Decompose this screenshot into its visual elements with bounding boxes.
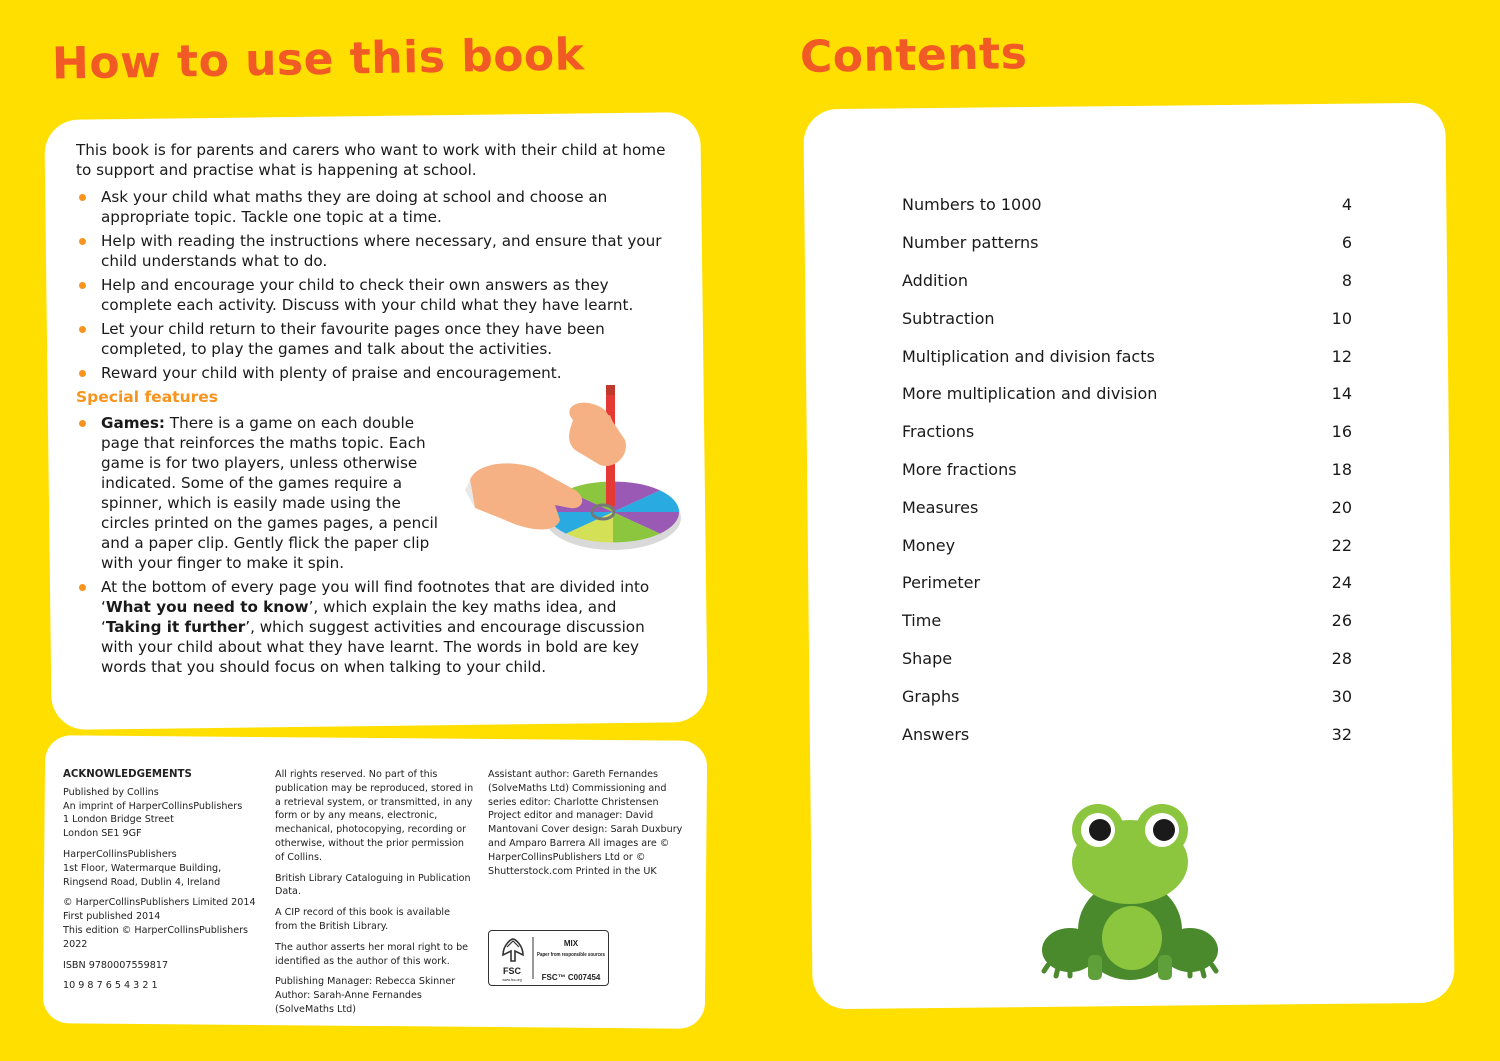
contents-item[interactable] [902,262,1352,300]
publisher-address: Published by Collins An imprint of HarperCollinsPublishers 1 London Bridge Street London SE1 9GF [63,786,243,840]
contents-item-label: Numbers to 1000 [902,195,1042,215]
contents-item-page: 14 [1331,384,1352,404]
contents-item-label: Addition [902,270,969,290]
contents-item-label: Number patterns [902,233,1039,253]
contents-item-label: Money [902,535,956,555]
dublin-address: HarperCollinsPublishers 1st Floor, Watermarque Building, Ringsend Road, Dublin 4, Ireland [63,848,222,888]
contents-item-label: Measures [902,497,979,517]
list-item: Let your child return to their favourite pages once they have been completed, to play the games and talk about the activities. [76,319,666,359]
contents-item-page: 32 [1331,724,1352,744]
contents-item-label: Graphs [902,686,960,706]
fsc-paper-from: Paper from responsible sources [537,952,605,958]
contents-item[interactable] [902,564,1352,602]
moral-rights-notice: The author asserts her moral right to be identified as the author of this work. [275,941,469,967]
contents-item-page: 28 [1331,648,1352,668]
isbn: ISBN 9780007559817 [63,959,169,971]
contents-item[interactable] [902,526,1352,564]
contents-item[interactable] [902,602,1352,640]
contents-item[interactable] [902,299,1352,337]
bullet-dot-icon [79,370,86,377]
games-label: Games: [101,414,165,432]
contents-item[interactable] [902,677,1352,715]
publishing-credits: Publishing Manager: Rebecca Skinner Author: Sarah-Anne Fernandes (SolveMaths Ltd) [275,976,456,1015]
contents-item-label: Multiplication and division facts [902,346,1155,366]
fsc-url: www.fsc.org [502,978,522,982]
fsc-logo-text: FSC [503,966,521,976]
contents-item[interactable] [902,337,1352,375]
contents-item-page: 30 [1331,686,1352,706]
bullet-dot-icon [79,326,86,333]
fsc-tree-icon [489,931,608,985]
editorial-credits: Assistant author: Gareth Fernandes (SolveMaths Ltd) Commissioning and series editor: Charlotte Christensen Project editor and manager: David Mantovani Cover design: Sarah Duxbury and Amparo Barrera All images are © HarperCollinsPublishers Ltd or © Shutterstock.com Printed in the UK [488,769,683,877]
contents-item[interactable] [902,186,1352,224]
contents-item-label: Time [902,611,942,631]
spinner-illustration-icon [465,380,690,560]
contents-item-label: Perimeter [902,573,981,593]
contents-item[interactable] [902,715,1352,753]
print-run: 10 9 8 7 6 5 4 3 2 1 [63,980,158,992]
copyright-notice: © HarperCollinsPublishers Limited 2014 First published 2014 This edition © HarperCollinsPublishers 2022 [63,897,256,950]
contents-item[interactable] [902,451,1352,489]
contents-item-page: 10 [1331,308,1352,328]
list-item: Help with reading the instructions where necessary, and ensure that your child understands what to do. [76,231,666,271]
instructions-list [76,187,666,383]
fsc-badge [488,930,609,986]
contents-item-label: Answers [902,724,970,744]
contents-item-label: Fractions [902,422,975,442]
contents-item[interactable] [902,488,1352,526]
list-item-games [76,413,446,573]
contents-item-page: 16 [1331,422,1352,442]
contents-item[interactable] [902,640,1352,678]
contents-item-page: 4 [1341,195,1352,215]
contents-item-label: Shape [902,648,953,668]
acknowledgements-heading: ACKNOWLEDGEMENTS [63,769,192,780]
cip-notice: A CIP record of this book is available from the British Library. [275,907,450,932]
contents-list [902,186,1352,753]
frog-icon [1040,800,1220,980]
list-item-footnotes: At the bottom of every page you will find footnotes that are divided into ‘What you need to know’, which explain the key maths idea, and ‘Taking it further’, which suggest activities and encourage discussion with your child about what they have learnt. The words in bold are key words that you should focus on when talking to your child. [76,577,666,677]
contents-item-label: More multiplication and division [902,384,1158,404]
bullet-dot-icon [79,282,86,289]
contents-item-page: 20 [1331,497,1352,517]
contents-item[interactable] [902,224,1352,262]
bullet-dot-icon [79,584,86,591]
bullet-dot-icon [79,238,86,245]
contents-item-page: 26 [1331,611,1352,631]
cataloguing-notice: British Library Cataloguing in Publication Data. [275,872,471,898]
contents-item[interactable] [902,375,1352,413]
page-title-how-to-use: How to use this book [51,29,585,90]
fsc-mix: MIX [563,939,579,948]
page-title-contents: Contents [799,28,1028,83]
special-features-heading: Special features [76,388,218,406]
contents-item-page: 8 [1341,270,1352,290]
games-text: There is a game on each double page that reinforces the maths topic. Each game is for two players, unless otherwise indicated. Some of the games require a spinner, which is easily made using the circles printed on the games pages, a pencil and a paper clip. Gently flick the paper clip with your finger to make it spin. [101,414,438,572]
list-item: Ask your child what maths they are doing at school and choose an appropriate topic. Tackle one topic at a time. [76,187,666,227]
contents-item-page: 24 [1331,573,1352,593]
contents-item[interactable] [902,413,1352,451]
list-item: Help and encourage your child to check their own answers as they complete each activity. Discuss with your child what they have learnt. [76,275,666,315]
bullet-dot-icon [79,420,86,427]
bullet-dot-icon [79,194,86,201]
contents-item-page: 18 [1331,459,1352,479]
rights-notice: All rights reserved. No part of this publication may be reproduced, stored in a retrieval system, or transmitted, in any form or by any means, electronic, mechanical, photocopying, recording or otherwise, without the prior permission of Collins. [275,769,474,863]
contents-item-page: 6 [1341,233,1352,253]
intro-paragraph: This book is for parents and carers who want to work with their child at home to support and practise what is happening at school. [76,141,666,179]
acknowledgements-column-1 [63,768,263,1000]
list-item: Reward your child with plenty of praise and encouragement. [76,363,666,383]
acknowledgements-column-2 [275,768,475,1024]
contents-item-page: 12 [1331,346,1352,366]
contents-item-page: 22 [1331,535,1352,555]
acknowledgements-column-3 [488,768,693,885]
contents-item-label: More fractions [902,459,1017,479]
contents-item-label: Subtraction [902,308,995,328]
fsc-code: FSC™ C007454 [541,973,601,982]
